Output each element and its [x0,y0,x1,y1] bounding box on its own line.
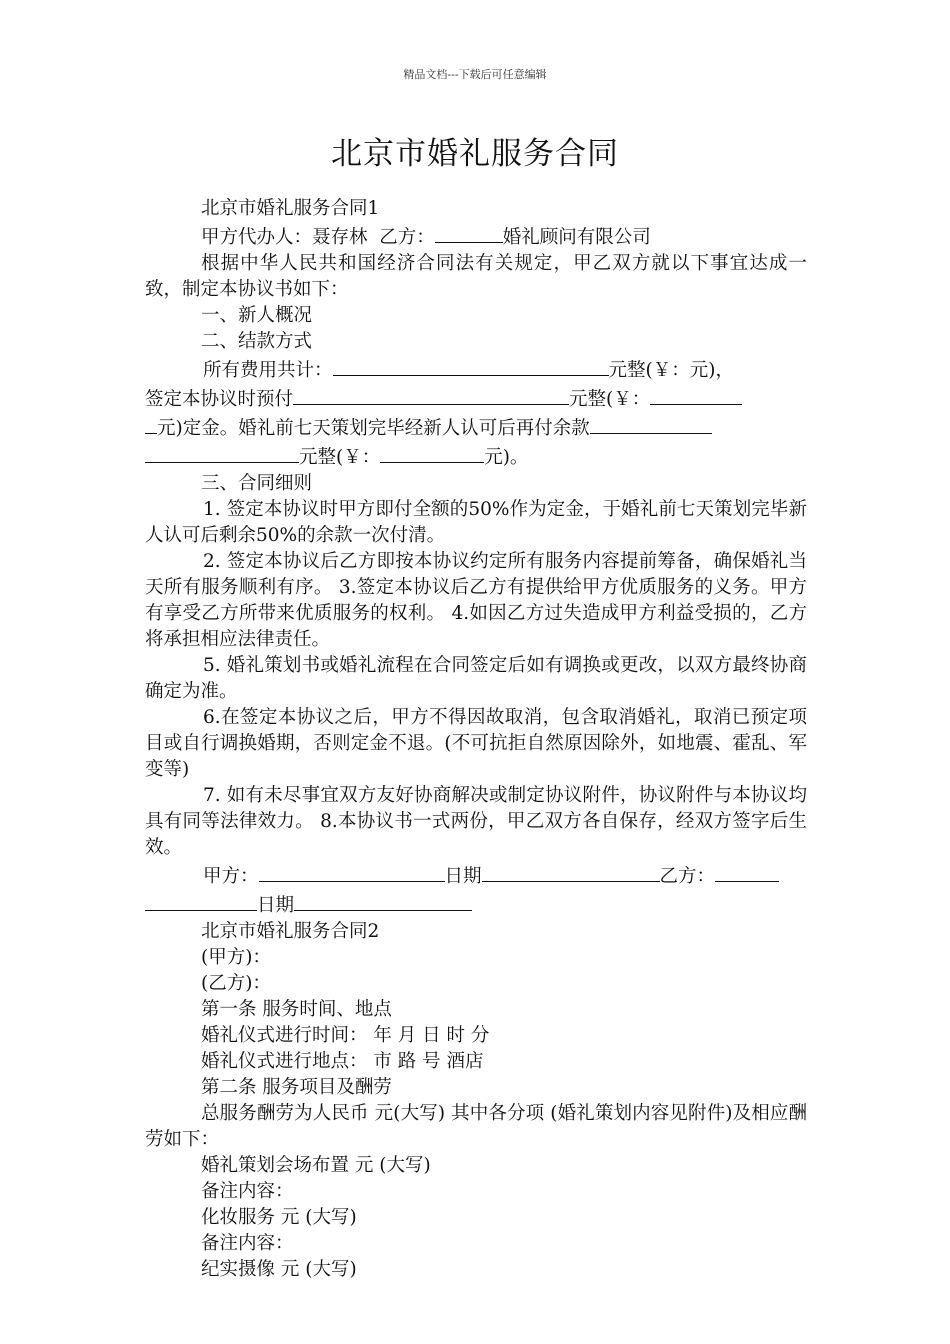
section-2-heading: 二、结款方式 [201,331,313,352]
clause-5: 5. 婚礼策划书或婚礼流程在合同签定后如有调换或更改，以双方最终协商确定为准。 [145,655,807,702]
fee-item-video: 纪实摄像 元 (大写) [201,1259,357,1280]
payment-deposit-end-line [145,413,807,442]
article-1-heading: 第一条 服务时间、地点 [201,999,392,1020]
payment-rest-blank-cont [145,442,299,463]
clause-7-8: 7. 如有未尽事宜双方友好协商解决或制定协议附件，协议附件与本协议均具有同等法律效力。 8.本协议书一式两份，甲乙双方各自保存，经双方签字后生效。 [145,785,807,858]
ceremony-place-line: 婚礼仪式进行地点： 市 路 号 酒店 [201,1051,484,1072]
payment-deposit-rmb-blank-cont [145,413,157,434]
sign-date2-label: 日期 [257,895,295,916]
payment-rest-rmb-blank [380,442,484,463]
fee-item-venue: 婚礼策划会场布置 元 (大写) [201,1155,431,1176]
intro-paragraph: 根据中华人民共和国经济合同法有关规定，甲乙双方就以下事宜达成一致，制定本协议书如下： [145,253,807,300]
payment-deposit-blank [293,384,569,405]
payment-total-suffix: 元整(￥：元)， [608,360,734,381]
sign-party-a-label: 甲方： [203,866,259,887]
payment-total-blank [333,355,609,376]
signature-line-2 [145,890,807,919]
payment-total-label: 所有费用共计： [203,360,333,381]
clause-6: 6.在签定本协议之后，甲方不得因故取消，包含取消婚礼，取消已预定项目或自行调换婚期，否则定金不退。(不可抗拒自然原因除外，如地震、霍乱、军变等) [145,707,807,780]
article-2-heading: 第二条 服务项目及酬劳 [201,1077,392,1098]
parties-line [145,222,807,251]
party-b-company: 婚礼顾问有限公司 [502,227,651,248]
payment-deposit-line [145,384,807,413]
fee-note-2: 备注内容： [201,1233,294,1254]
c2-party-a: (甲方)： [201,947,271,968]
clause-2-4: 2. 签定本协议后乙方即按本协议约定所有服务内容提前筹备，确保婚礼当天所有服务顺利有序。 3.签定本协议后乙方有提供给甲方优质服务的义务。甲方有享受乙方所带来优质服务的权利。 4.如因乙方过失造成甲方利益受损的，乙方将承担相应法律责任。 [145,551,807,650]
payment-deposit-rmb-blank [650,384,742,405]
payment-deposit-mid: 元整(￥： [569,389,651,410]
payment-rest-blank [590,413,712,434]
sign-party-b-label: 乙方： [659,866,716,887]
fee-total-paragraph: 总服务酬劳为人民币 元(大写) 其中各分项 (婚礼策划内容见附件)及相应酬劳如下： [145,1103,807,1150]
sign-party-a-blank [259,861,445,882]
payment-rest-mid: 元整(￥： [299,447,381,468]
party-b-label: 乙方： [379,227,435,248]
payment-rest-line [145,442,807,471]
page-header-watermark: 精品文档---下载后可任意编辑 [403,68,547,81]
payment-deposit-label: 签定本协议时预付 [145,389,294,410]
section-1-heading: 一、新人概况 [201,305,313,326]
clause-1: 1. 签定本协议时甲方即付全额的50%作为定金，于婚礼前七天策划完毕新人认可后剩余50%的余款一次付清。 [145,499,807,546]
payment-rest-end: 元)。 [484,447,529,468]
sign-party-b-blank-cont [145,890,257,911]
c2-party-b: (乙方)： [201,973,271,994]
party-b-blank [435,222,503,243]
contract2-heading: 北京市婚礼服务合同2 [201,921,380,942]
sign-party-b-blank [715,861,779,882]
section-3-heading: 三、合同细则 [201,473,313,494]
document-title: 北京市婚礼服务合同 [331,136,619,172]
party-a-rep: 甲方代办人：聂存林 [201,227,368,248]
document-body [145,196,807,1283]
payment-deposit-end: 元)定金。婚礼前七天策划完毕经新人认可后再付余款 [157,418,590,439]
ceremony-time-line: 婚礼仪式进行时间： 年 月 日 时 分 [201,1025,490,1046]
payment-total-line [145,355,807,384]
sign-date-blank [482,861,660,882]
contract1-heading: 北京市婚礼服务合同1 [201,198,380,219]
signature-line [145,861,807,890]
fee-note-1: 备注内容： [201,1181,294,1202]
sign-date2-blank [294,890,472,911]
sign-date-label: 日期 [444,866,482,887]
fee-item-makeup: 化妆服务 元 (大写) [201,1207,357,1228]
